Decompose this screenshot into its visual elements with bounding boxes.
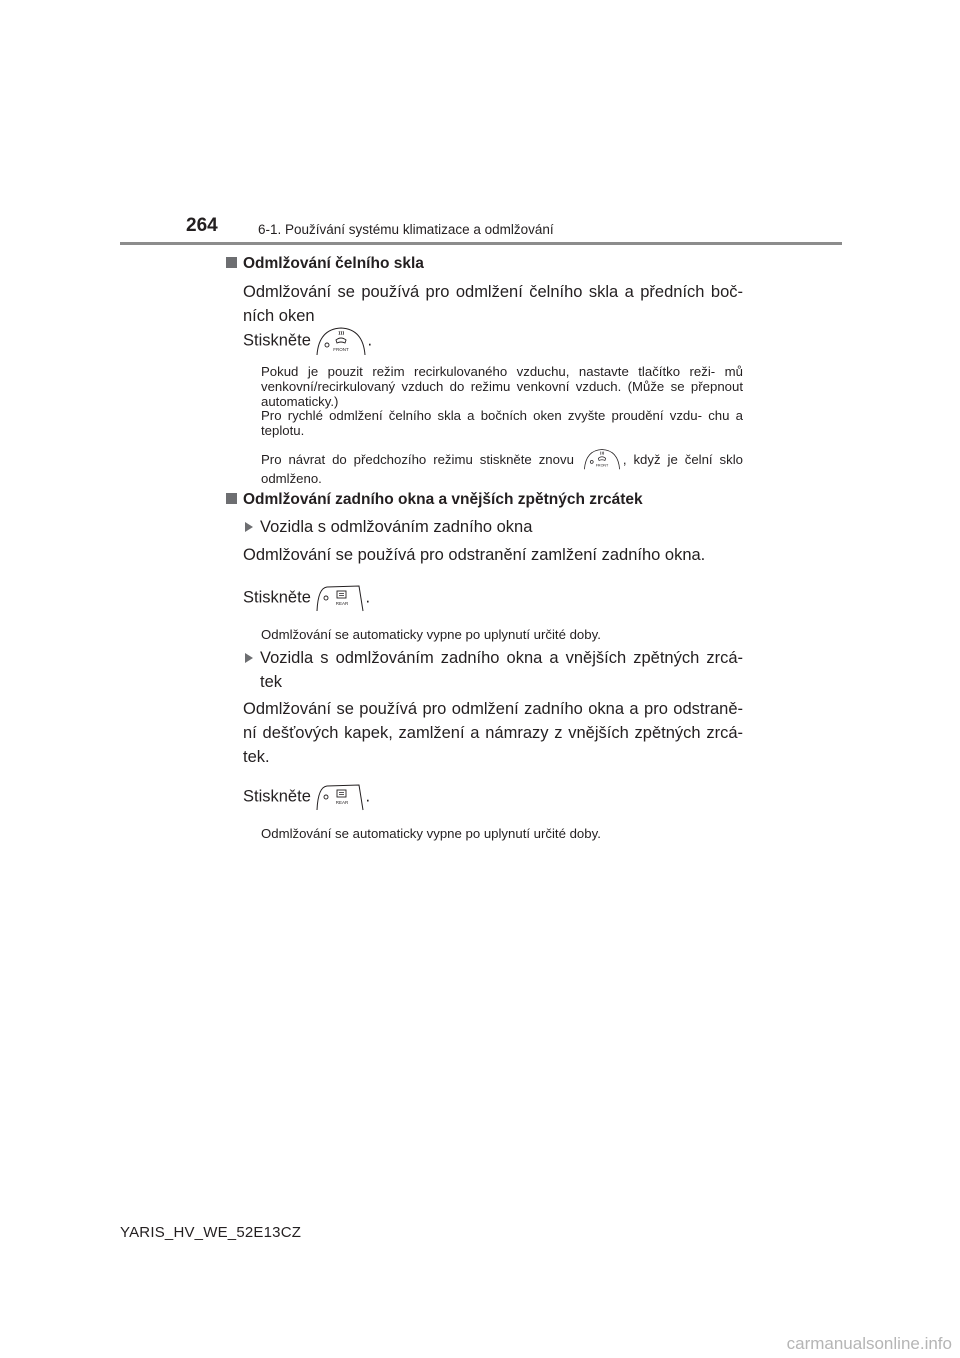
windshield-paragraph: Odmlžování se používá pro odmlžení čelního skla a předních boč- ních oken bbox=[243, 283, 743, 325]
svg-text:REAR: REAR bbox=[336, 601, 349, 606]
page-number: 264 bbox=[186, 215, 218, 236]
header-divider bbox=[120, 242, 842, 245]
rear-paragraph-2: Odmlžování se používá pro odmlžení zadního okna a pro odstraně- ní dešťových kapek, zamlžení a námrazy z vnějších zpětných zrcá- tek. bbox=[243, 700, 743, 766]
rear-press-instruction-1: Stiskněte REAR . bbox=[243, 584, 743, 614]
front-defroster-button-icon bbox=[315, 326, 367, 356]
rear-note-2: Odmlžování se automaticky vypne po uplynutí určité doby. bbox=[261, 826, 601, 841]
rear-press-instruction-2: Stiskněte REAR . bbox=[243, 783, 743, 813]
svg-text:FRONT: FRONT bbox=[595, 463, 609, 468]
square-bullet-icon bbox=[226, 257, 237, 268]
document-code: YARIS_HV_WE_52E13CZ bbox=[120, 1224, 302, 1241]
rear-paragraph-1: Odmlžování se používá pro odstranění zamlžení zadního okna. bbox=[243, 546, 706, 564]
rear-bullet-rear-window: Vozidla s odmlžováním zadního okna bbox=[243, 515, 743, 539]
triangle-bullet-icon bbox=[245, 522, 253, 532]
rear-bullet-window-mirrors: Vozidla s odmlžováním zadního okna a vnějších zpětných zrcá- tek bbox=[243, 646, 743, 694]
windshield-note-recirculation: Pokud je pouzit režim recirkulovaného vzduchu, nastavte tlačítko reži- mů venkovní/recirkulovaný vzduch do režimu venkovní vzduch. (Může se přepnout automaticky.) bbox=[261, 364, 743, 409]
windshield-note-return: Pro návrat do předchozího režimu stiskněte znovu FRONT , když je čelní sklo odmlženo. bbox=[261, 448, 743, 487]
front-defroster-button-icon bbox=[581, 448, 623, 470]
svg-text:FRONT: FRONT bbox=[333, 347, 350, 352]
triangle-bullet-icon bbox=[245, 653, 253, 663]
svg-text:REAR: REAR bbox=[336, 800, 349, 805]
rear-defogger-button-icon bbox=[315, 783, 365, 811]
rear-defogger-button-icon bbox=[315, 584, 365, 612]
watermark: carmanualsonline.info bbox=[786, 1334, 952, 1353]
rear-note-1: Odmlžování se automaticky vypne po uplynutí určité doby. bbox=[261, 627, 601, 642]
section-title: 6-1. Používání systému klimatizace a odmlžování bbox=[258, 222, 554, 237]
rear-heading: Odmlžování zadního okna a vnějších zpětných zrcátek bbox=[226, 491, 643, 509]
windshield-heading: Odmlžování čelního skla bbox=[226, 255, 424, 273]
windshield-note-airflow: Pro rychlé odmlžení čelního skla a bočních oken zvyšte proudění vzdu- chu a teplotu. bbox=[261, 408, 743, 438]
windshield-press-instruction: Stiskněte FRONT . bbox=[243, 326, 743, 356]
square-bullet-icon bbox=[226, 493, 237, 504]
